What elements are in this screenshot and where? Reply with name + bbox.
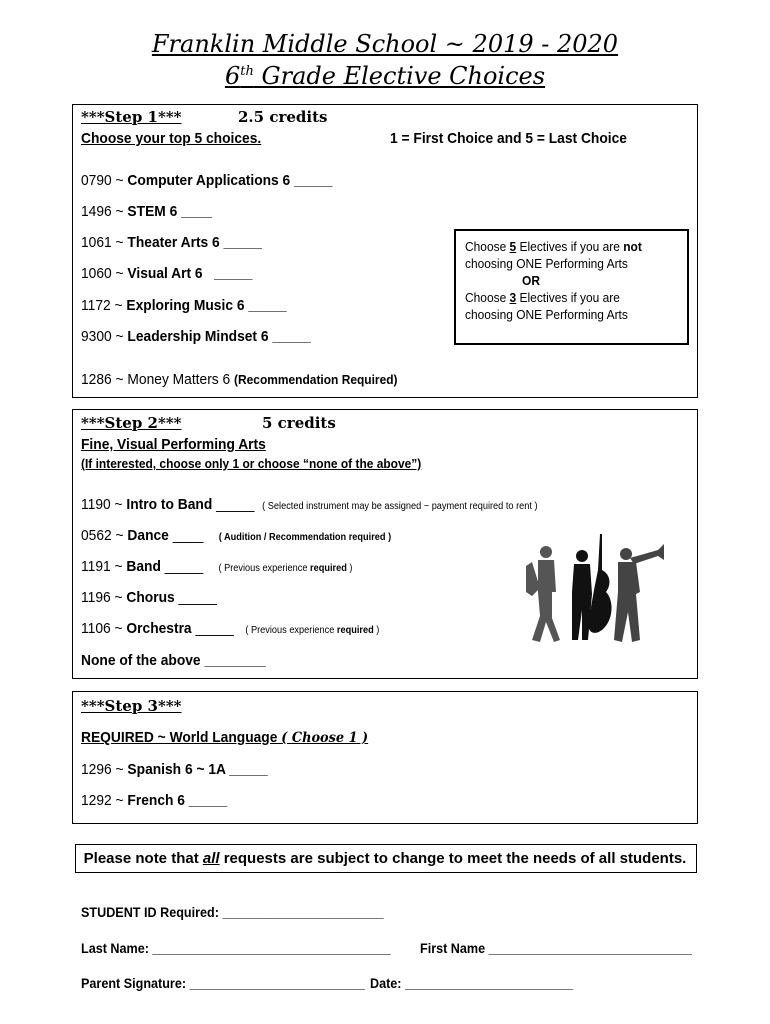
course-code: 1286 ~ Money Matters 6 xyxy=(81,371,235,388)
callout-text xyxy=(465,238,686,323)
step1-scale: 1 = First Choice and 5 = Last Choice xyxy=(390,130,627,147)
course-name: Theater Arts 6 _____ xyxy=(127,234,262,251)
choose-label: ( Choose 1 ) xyxy=(281,730,369,746)
notice-emph: all xyxy=(202,850,220,867)
step1-course[interactable] xyxy=(81,172,332,189)
notice-text xyxy=(75,850,695,867)
course-code: 1191 ~ xyxy=(81,558,127,575)
course-note-required: required xyxy=(310,563,347,574)
course-note-end: ) xyxy=(346,563,353,574)
step2-none-option[interactable]: None of the above ________ xyxy=(81,652,266,669)
course-name: Visual Art 6 _____ xyxy=(127,265,253,282)
course-note: ( Previous experience xyxy=(218,563,311,574)
subtitle-rest: Grade Elective Choices xyxy=(253,62,546,90)
course-blank: _____ xyxy=(174,589,217,606)
course-blank: ____ xyxy=(168,527,204,544)
course-name: Spanish 6 ~ 1A _____ xyxy=(127,761,268,778)
step1-course[interactable] xyxy=(81,203,212,220)
step1-course[interactable] xyxy=(81,297,287,314)
step1-heading: ***Step 1*** xyxy=(81,108,182,126)
callout-or: OR xyxy=(522,273,540,288)
step3-course[interactable] xyxy=(81,761,268,778)
step2-course[interactable] xyxy=(81,558,352,575)
student-id-field[interactable]: STUDENT ID Required: _______________________ xyxy=(81,904,384,920)
course-name: Chorus xyxy=(126,589,175,606)
course-note: (Recommendation Required) xyxy=(234,372,398,387)
course-code: 1172 ~ xyxy=(81,297,127,314)
step1-course[interactable] xyxy=(81,234,262,251)
notice-pre: Please note that xyxy=(83,850,203,867)
course-code: 0790 ~ xyxy=(81,172,128,189)
trumpeter-icon xyxy=(614,544,664,642)
course-code: 1496 ~ xyxy=(81,203,128,220)
step2-heading: ***Step 2*** xyxy=(81,414,182,432)
step2-course[interactable] xyxy=(81,620,379,637)
grade-superscript: th xyxy=(240,64,254,79)
first-name-field[interactable]: First Name _____________________________ xyxy=(420,940,692,956)
required-label: REQUIRED ~ World Language xyxy=(81,729,282,746)
course-note: ( Selected instrument may be assigned ~ payment required to rent ) xyxy=(262,501,538,512)
step1-course[interactable] xyxy=(81,328,311,345)
callout-l1num: 5 xyxy=(509,239,517,254)
callout-l3a: Choose xyxy=(465,290,510,305)
callout-line2: choosing ONE Performing Arts xyxy=(465,256,628,271)
page-subtitle xyxy=(0,62,770,90)
course-name: Dance xyxy=(127,527,169,544)
grade-number: 6 xyxy=(224,62,241,90)
course-name: French 6 _____ xyxy=(127,792,228,809)
course-code: 1190 ~ xyxy=(81,496,127,513)
course-code: 9300 ~ xyxy=(81,328,128,345)
bassist-icon xyxy=(572,534,612,640)
course-blank: _____ xyxy=(212,496,255,513)
course-code: 1292 ~ xyxy=(81,792,128,809)
course-name: Computer Applications 6 _____ xyxy=(127,172,333,189)
course-name: Intro to Band xyxy=(126,496,213,513)
step1-course[interactable] xyxy=(81,265,252,282)
course-code: 1106 ~ xyxy=(81,620,127,637)
course-note: ( Audition / Recommendation required ) xyxy=(218,532,392,543)
course-name: STEM 6 ____ xyxy=(127,203,212,220)
step3-course[interactable] xyxy=(81,792,227,809)
course-note: ( Previous experience xyxy=(245,625,337,636)
step1-course-money[interactable] xyxy=(81,371,398,388)
saxophonist-icon xyxy=(526,546,560,642)
musicians-silhouette-icon xyxy=(518,530,668,650)
notice-post: requests are subject to change to meet the needs of all students. xyxy=(219,850,687,867)
step2-course[interactable] xyxy=(81,527,391,544)
course-name: Band xyxy=(126,558,161,575)
step2-credits: 5 credits xyxy=(262,414,336,432)
course-blank: _____ xyxy=(191,620,234,637)
callout-l3num: 3 xyxy=(509,290,517,305)
step3-required xyxy=(81,729,368,746)
page-title: Franklin Middle School ~ 2019 - 2020 xyxy=(151,30,619,58)
course-code: 0562 ~ xyxy=(81,527,128,544)
course-name: Exploring Music 6 _____ xyxy=(126,297,287,314)
course-code: 1296 ~ xyxy=(81,761,128,778)
step1-credits: 2.5 credits xyxy=(238,108,328,126)
course-blank: _____ xyxy=(160,558,204,575)
callout-line3 xyxy=(465,289,686,306)
parent-signature-field[interactable]: Parent Signature: _________________________ xyxy=(81,975,365,991)
course-code: 1061 ~ xyxy=(81,234,128,251)
course-name: Orchestra xyxy=(126,620,192,637)
step2-course[interactable] xyxy=(81,589,217,606)
course-code: 1060 ~ xyxy=(81,265,128,282)
step1-instruction xyxy=(81,130,372,147)
callout-l3b: Electives if you are xyxy=(516,290,620,305)
callout-l1not: not xyxy=(623,239,642,254)
callout-line4: choosing ONE Performing Arts xyxy=(465,307,628,322)
instruction-text: Choose your top 5 choices. xyxy=(81,130,262,147)
course-code: 1196 ~ xyxy=(81,589,127,606)
course-note-required: required xyxy=(336,625,374,636)
date-field[interactable]: Date: ________________________ xyxy=(370,975,574,991)
callout-l1b: Electives if you are xyxy=(516,239,624,254)
course-name: Leadership Mindset 6 _____ xyxy=(127,328,311,345)
course-note-end: ) xyxy=(373,625,380,636)
last-name-field[interactable]: Last Name: __________________________________ xyxy=(81,940,391,956)
step2-note: (If interested, choose only 1 or choose “none of the above”) xyxy=(81,456,422,471)
callout-l1a: Choose xyxy=(465,239,510,254)
step2-subtitle: Fine, Visual Performing Arts xyxy=(81,436,266,453)
callout-line1 xyxy=(465,238,686,255)
step3-heading: ***Step 3*** xyxy=(81,697,182,715)
step2-course[interactable] xyxy=(81,496,538,513)
